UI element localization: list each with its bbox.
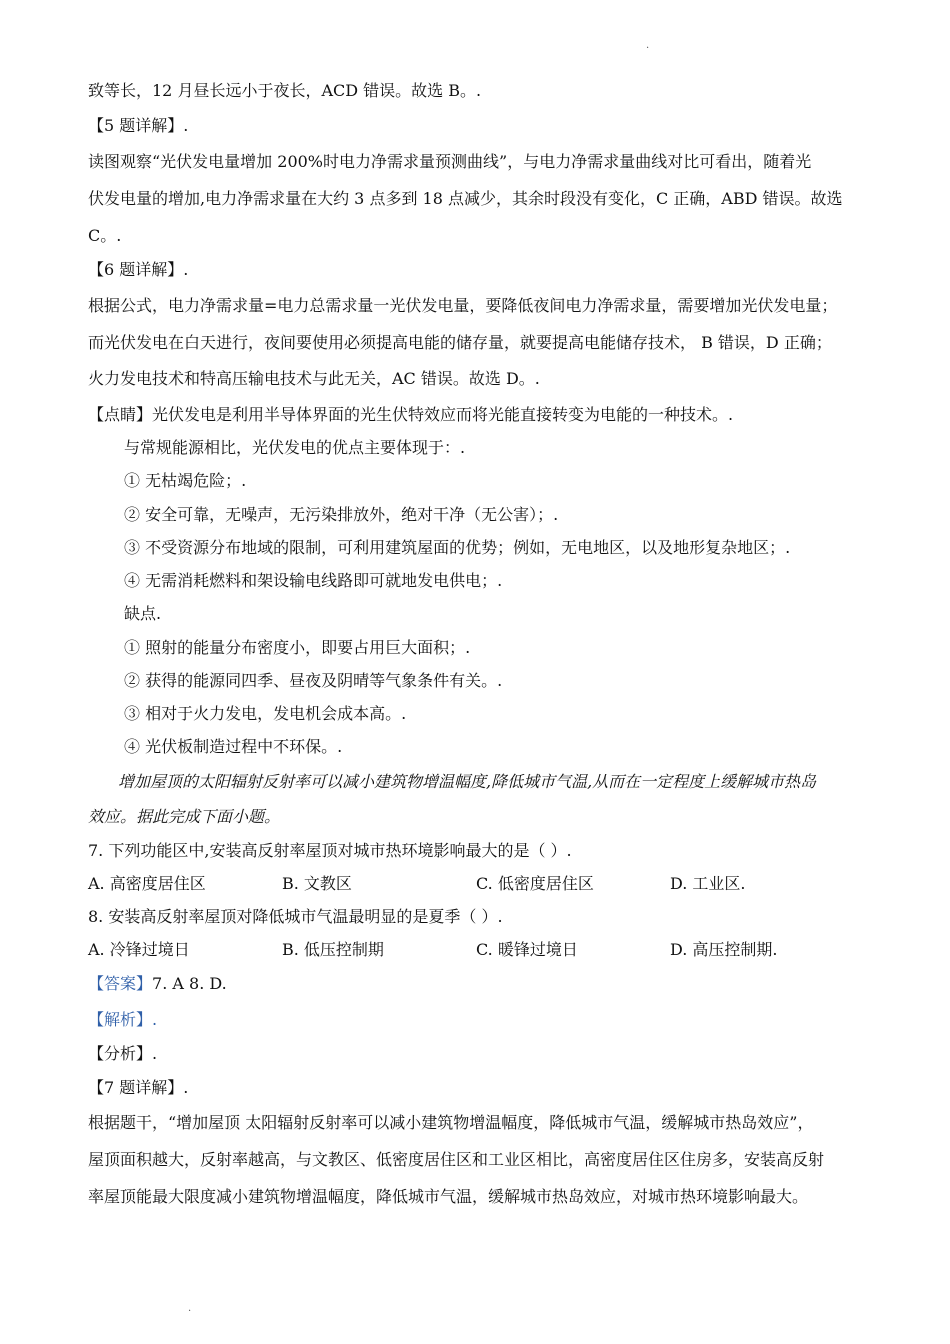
advantage-item: ② 安全可靠，无噪声，无污染排放外，绝对干净（无公害）；. bbox=[124, 505, 559, 524]
question-8: 8. 安装高反射率屋顶对降低城市气温最明显的是夏季（ ）. bbox=[88, 907, 503, 926]
text-line: 与常规能源相比，光伏发电的优点主要体现于：. bbox=[124, 438, 466, 457]
q7-option-c: C. 低密度居住区 bbox=[476, 874, 594, 893]
q7-option-b: B. 文教区 bbox=[282, 874, 352, 893]
disadvantage-item: ④ 光伏板制造过程中不环保。. bbox=[124, 737, 343, 756]
bottom-mark: . bbox=[188, 1303, 192, 1314]
q8-option-b: B. 低压控制期 bbox=[282, 940, 384, 959]
text-line: 火力发电技术和特高压输电技术与此无关，AC 错误。故选 D。. bbox=[88, 369, 540, 388]
analysis-heading: 【解析】. bbox=[88, 1010, 158, 1029]
disadvantage-item: ② 获得的能源同四季、昼夜及阴晴等气象条件有关。. bbox=[124, 671, 503, 690]
fenxi-heading: 【分析】. bbox=[88, 1044, 158, 1063]
passage-text: 效应。据此完成下面小题。 bbox=[88, 807, 281, 826]
advantage-item: ① 无枯竭危险；. bbox=[124, 471, 247, 490]
top-mark: . bbox=[646, 40, 650, 51]
text-line: 而光伏发电在白天进行，夜间要使用必须提高电能的储存量，就要提高电能储存技术， B 错误，D 正确； bbox=[88, 333, 832, 352]
text-line: 屋顶面积越大，反射率越高，与文教区、低密度居住区和工业区相比，高密度居住区住房多，安装高反射 bbox=[88, 1150, 825, 1169]
text-line: 率屋顶能最大限度减小建筑物增温幅度，降低城市气温，缓解城市热岛效应，对城市热环境影响最大。 bbox=[88, 1187, 809, 1206]
text-line: 根据公式，电力净需求量=电力总需求量一光伏发电量，要降低夜间电力净需求量，需要增加光伏发电量； bbox=[88, 296, 838, 315]
text-line: 伏发电量的增加,电力净需求量在大约 3 点多到 18 点减少，其余时段没有变化，C 正确，ABD 错误。故选 bbox=[88, 189, 843, 208]
answer-label: 【答案】 bbox=[88, 974, 153, 993]
disadvantage-item: ③ 相对于火力发电，发电机会成本高。. bbox=[124, 704, 407, 723]
text-line: C。. bbox=[88, 226, 122, 245]
advantage-item: ④ 无需消耗燃料和架设输电线路即可就地发电供电；. bbox=[124, 571, 503, 590]
section-heading-5: 【5 题详解】. bbox=[88, 116, 189, 135]
q7-option-d: D. 工业区. bbox=[670, 874, 746, 893]
text-line: 根据题干，“增加屋顶 太阳辐射反射率可以减小建筑物增温幅度，降低城市气温，缓解城市热岛效应”， bbox=[88, 1113, 814, 1132]
answer-text: 7. A 8. D. bbox=[152, 974, 227, 993]
passage-text: 增加屋顶的太阳辐射反射率可以减小建筑物增温幅度,降低城市气温,从而在一定程度上缓解城市热岛 bbox=[118, 772, 817, 791]
text-line: 读图观察“光伏发电量增加 200%时电力净需求量预测曲线”，与电力净需求量曲线对比可看出，随着光 bbox=[88, 152, 812, 171]
disadvantage-heading: 缺点. bbox=[124, 604, 162, 623]
disadvantage-item: ① 照射的能量分布密度小，即要占用巨大面积；. bbox=[124, 638, 471, 657]
tip-paragraph: 【点睛】光伏发电是利用半导体界面的光生伏特效应而将光能直接转变为电能的一种技术。. bbox=[88, 405, 734, 424]
q8-option-a: A. 冷锋过境日 bbox=[88, 940, 190, 959]
q8-option-c: C. 暖锋过境日 bbox=[476, 940, 578, 959]
text-line: 致等长，12 月昼长远小于夜长，ACD 错误。故选 B。. bbox=[88, 81, 482, 100]
q7-option-a: A. 高密度居住区 bbox=[88, 874, 206, 893]
q8-option-d: D. 高压控制期. bbox=[670, 940, 778, 959]
question-7: 7. 下列功能区中,安装高反射率屋顶对城市热环境影响最大的是（ ）. bbox=[88, 841, 572, 860]
advantage-item: ③ 不受资源分布地域的限制，可利用建筑屋面的优势；例如，无电地区，以及地形复杂地区；. bbox=[124, 538, 791, 557]
answer-line bbox=[88, 973, 227, 995]
section-heading-7: 【7 题详解】. bbox=[88, 1078, 189, 1097]
section-heading-6: 【6 题详解】. bbox=[88, 260, 189, 279]
